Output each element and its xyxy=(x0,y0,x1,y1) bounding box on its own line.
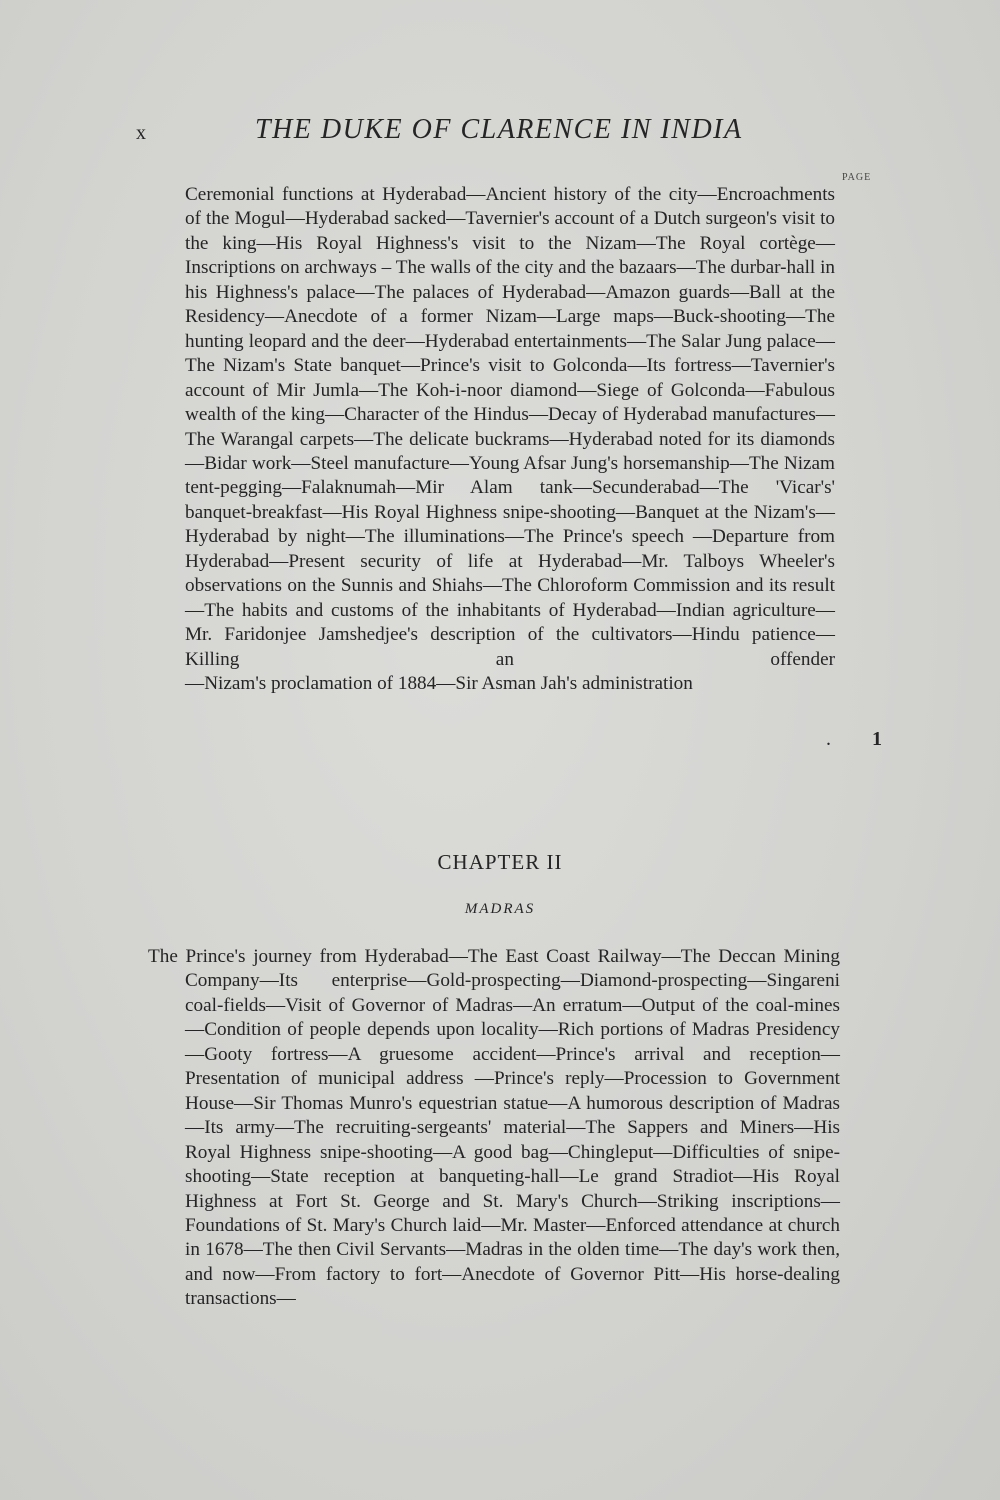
chapter-heading: CHAPTER II xyxy=(437,850,563,874)
chapter-two-synopsis: The Prince's journey from Hyderabad—The East Coast Railway—The Deccan Mining Company—Its enterprise—Gold-prospecting—Diamond-prospecting—Singareni coal-fields—Visit of Governor of Madras—An erratum—Output of the coal-mines—Condition of people depends upon locality—Rich portions of Madras Presidency—Gooty fortress—A gruesome accident—Prince's arrival and reception—Presentation of municipal address —Prince's reply—Procession to Government House—Sir Thomas Munro's equestrian statue—A humorous description of Madras—Its army—The recruiting-sergeants' material—The Sappers and Miners—His Royal Highness snipe-shooting—A good bag—Chingleput—Difficulties of snipe-shooting—State reception at banqueting-hall—Le grand Stradiot—His Royal Highness at Fort St. George and St. Mary's Church—Striking inscriptions—Foundations of St. Mary's Church laid—Mr. Master—Enforced attendance at church in 1678—The then Civil Servants—Madras in the olden time—The day's work then, and now—From factory to fort—Anecdote of Governor Pitt—His horse-dealing transactions— xyxy=(148,946,840,1310)
dot-leader: . xyxy=(826,728,831,750)
chapter-subtitle: MADRAS xyxy=(464,901,536,917)
page-column-label: PAGE xyxy=(842,172,872,183)
chapter-one-synopsis-tail: —Nizam's proclamation of 1884—Sir Asman Jah's administration xyxy=(185,673,693,695)
chapter-one-synopsis xyxy=(185,183,835,697)
chapter-one-synopsis-text: Ceremonial functions at Hyderabad—Ancient history of the city—Encroachments of the Mogul—Hyderabad sacked—Tavernier's account of a Dutch surgeon's visit to the king—His Royal Highness's visit to the Nizam—The Royal cortège—Inscriptions on archways – The walls of the city and the bazaars—The durbar-hall in his Highness's palace—The palaces of Hyderabad—Amazon guards—Ball at the Residency—Anecdote of a former Nizam—Large maps—Buck-shooting—The hunting leopard and the deer—Hyderabad entertainments—The Salar Jung palace—The Nizam's State banquet—Prince's visit to Golconda—Its fortress—Tavernier's account of Mir Jumla—The Koh-i-noor diamond—Siege of Golconda—Fabulous wealth of the king—Character of the Hindus—Decay of Hyderabad manufactures—The Warangal carpets—The delicate buckrams—Hyderabad noted for its diamonds—Bidar work—Steel manufacture—Young Afsar Jung's horsemanship—The Nizam tent-pegging—Falaknumah—Mir Alam tank—Secunderabad—The 'Vicar's' banquet-breakfast—His Royal Highness snipe-shooting—Banquet at the Nizam's—Hyderabad by night—The illuminations—The Prince's speech —Departure from Hyderabad—Present security of life at Hyderabad—Mr. Talboys Wheeler's observations on the Sunnis and Shiahs—The Chloroform Commission and its result—The habits and customs of the inhabitants of Hyderabad—Indian agriculture—Mr. Faridonjee Jamshedjee's description of the cultivators—Hindu patience—Killing an offender xyxy=(185,184,835,670)
page-number: x xyxy=(136,122,146,144)
page-reference: 1 xyxy=(872,728,882,750)
running-title: THE DUKE OF CLARENCE IN INDIA xyxy=(255,114,743,145)
